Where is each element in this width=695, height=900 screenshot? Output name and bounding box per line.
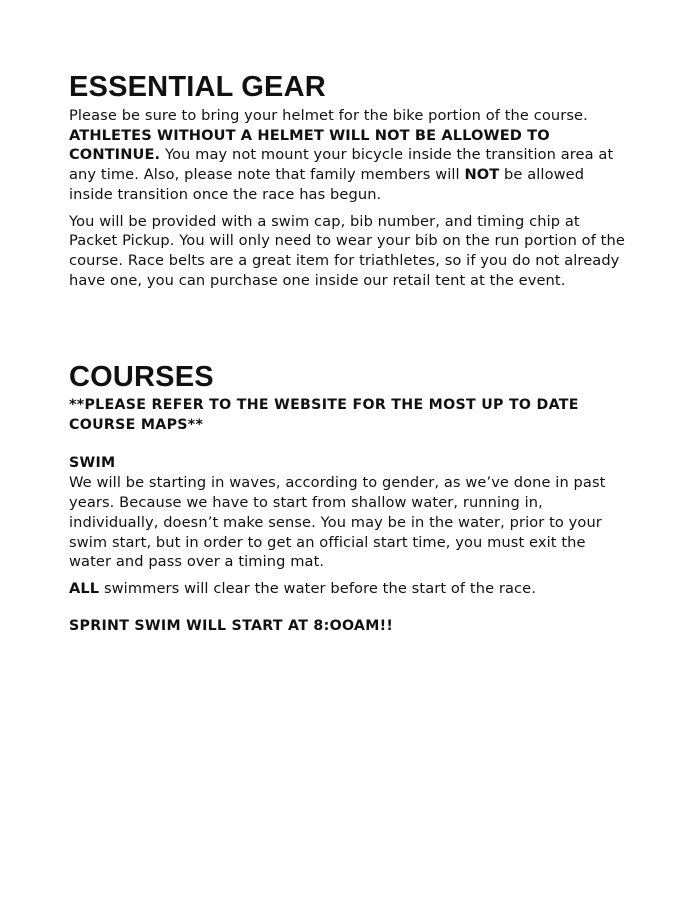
sprint-start-note: SPRINT SWIM WILL START AT 8:OOAM!! [69, 617, 394, 634]
swim-paragraph-1: We will be starting in waves, according to gender, as we’ve done in past years. Because we have to start from shallow water, running in, individually, doesn’t make sense. You may be in the water, prior to your swim start, but in order to get an official start time, you must exit the water and pass over a timing mat. [69, 474, 606, 571]
helmet-warning: ATHLETES WITHOUT A HELMET WILL NOT BE ALLOWED TO CONTINUE. [69, 126, 550, 164]
all-emphasis: ALL [69, 579, 100, 597]
swim-paragraph-2 [69, 579, 629, 599]
transition-text: You may not mount your bicycle inside the transition area at any time. Also, please note that family members will [69, 146, 614, 184]
course-maps-note: **PLEASE REFER TO THE WEBSITE FOR THE MOST UP TO DATE COURSE MAPS** [69, 397, 579, 434]
essential-gear-heading: ESSENTIAL GEAR [69, 71, 326, 103]
transition-text-end: be allowed inside transition once the race has begun. [69, 166, 585, 203]
essential-gear-paragraph-1 [69, 106, 629, 205]
courses-heading: COURSES [69, 361, 214, 394]
swim-clear-text: swimmers will clear the water before the start of the race. [99, 579, 536, 597]
courses-section [69, 360, 629, 636]
essential-gear-section [69, 70, 629, 290]
helmet-text: Please be sure to bring your helmet for the bike portion of the course. [69, 107, 588, 124]
not-emphasis: NOT [464, 166, 500, 184]
document-page [69, 70, 629, 636]
essential-gear-paragraph-2: You will be provided with a swim cap, bib number, and timing chip at Packet Pickup. You will only need to wear your bib on the run portion of the course. Race belts are a great item for triathletes, so if you do not already have one, you can purchase one inside our retail tent at the event. [69, 212, 625, 289]
swim-subheading: SWIM [69, 454, 116, 471]
